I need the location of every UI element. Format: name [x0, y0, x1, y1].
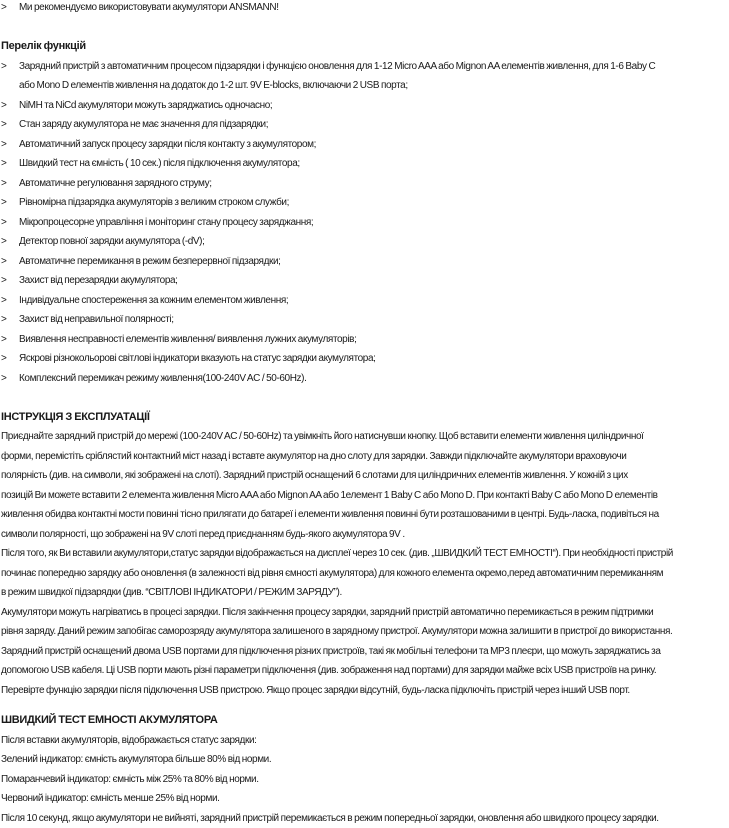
function-list-item: > Індивідуальне спостереження за кожним елементом живлення; [1, 291, 728, 311]
paragraph-line: починає попередню зарядку або оновлення (в залежності від рівня ємності акумулятора) для кожного елемента окремо,перед автоматичним перемиканням [1, 564, 728, 584]
function-list-item: > Захист від неправильної полярності; [1, 310, 728, 330]
quick-test-body [1, 731, 728, 828]
paragraph-line: Приєднайте зарядний пристрій до мережі (100-240V AC / 50-60Hz) та увімкніть його натиснувши кнопку. Щоб вставити елементи живлення циліндричної [1, 427, 728, 447]
instructions-body [1, 427, 728, 700]
paragraph-line: Акумулятори можуть нагріватись в процесі зарядки. Після закінчення процесу зарядки, зарядний пристрій автоматично перемикається в режим підтримки [1, 603, 728, 623]
paragraph-line: Помаранчевий індикатор: ємність між 25% та 80% від норми. [1, 770, 728, 790]
function-list-item: > Швидкий тест на ємність ( 10 сек.) після підключення акумулятора; [1, 154, 728, 174]
function-list-item: або Mono D елементів живлення на додаток до 1-2 шт. 9V E-blocks, включаючи 2 USB порта; [1, 76, 728, 96]
function-list-item: > Зарядний пристрій з автоматичним процесом підзарядки і функцією оновлення для 1-12 Micro AAA або Mignon AA елементів живлення, для 1-6 Baby C [1, 57, 728, 77]
function-list-item: > Детектор повної зарядки акумулятора (-dV); [1, 232, 728, 252]
paragraph-line: живлення обидва контактні мости повинні тісно прилягати до батареї і елементи живлення повинні бути розташованими в центрі. Будь-ласка, подивіться на [1, 505, 728, 525]
paragraph-line: Зарядний пристрій оснащений двома USB портами для підключення різних пристроїв, такі як мобільні телефони та MP3 плеєри, що можуть заряджатись за [1, 642, 728, 662]
paragraph-line: Після вставки акумуляторів, відображається статус зарядки: [1, 731, 728, 751]
function-list-item: > Мікропроцесорне управління і моніторинг стану процесу заряджання; [1, 213, 728, 233]
paragraph-line: форми, перемістіть сріблястий контактний міст назад і вставте акумулятор на дно слоту для зарядки. Завжди підключайте акумулятори враховуючи [1, 447, 728, 467]
intro-line: > Ми рекомендуємо використовувати акумулятори ANSMANN! [1, 0, 728, 18]
paragraph-line: позицій Ви можете вставити 2 елемента живлення Micro AAA або Mignon AA або 1елемент 1 Baby C або Mono D. При контакті Baby C або Mono D елементів [1, 486, 728, 506]
paragraph-line: Перевірте функцію зарядки після підключення USB пристрою. Якщо процес зарядки відсутній, будь-ласка підключіть пристрій через інший USB порт. [1, 681, 728, 701]
paragraph-line: в режим швидкої підзарядки (див. “СВІТЛОВІ ІНДИКАТОРИ / РЕЖИМ ЗАРЯДУ”). [1, 583, 728, 603]
paragraph-line: Після того, як Ви вставили акумулятори,статус зарядки відображається на дисплеї через 10 сек. (див. „ШВИДКИЙ ТЕСТ ЕМНОСТІ“). При необхідності пристрій [1, 544, 728, 564]
function-list-item: > Автоматичне перемикання в режим безперервної підзарядки; [1, 252, 728, 272]
function-list-item: > Комплексний перемикач режиму живлення(100-240V AC / 50-60Hz). [1, 369, 728, 389]
document [1, 0, 728, 828]
paragraph-line: рівня заряду. Даний режим запобігає саморозряду акумулятора залишеного в зарядному пристрої. Акумулятори можна залишити в пристрої до використання. [1, 622, 728, 642]
paragraph-line: Зелений індикатор: ємність акумулятора більше 80% від норми. [1, 750, 728, 770]
quick-test-heading: ШВИДКИЙ ТЕСТ ЕМНОСТІ АКУМУЛЯТОРА [1, 711, 728, 731]
function-list-item: > Автоматичний запуск процесу зарядки після контакту з акумулятором; [1, 135, 728, 155]
function-list-item: > Виявлення несправності елементів живлення/ виявлення лужних акумуляторів; [1, 330, 728, 350]
function-list-item: > NiMH та NiCd акумулятори можуть заряджатись одночасно; [1, 96, 728, 116]
paragraph-line: Червоний індикатор: ємність менше 25% від норми. [1, 789, 728, 809]
paragraph-line: символи полярності, що зображені на 9V слоті перед приєднанням будь-якого акумулятора 9V . [1, 525, 728, 545]
instructions-heading: ІНСТРУКЦІЯ З ЕКСПЛУАТАЦІЇ [1, 408, 728, 428]
function-list-item: > Захист від перезарядки акумулятора; [1, 271, 728, 291]
function-list-item: > Рівномірна підзарядка акумуляторів з великим строком служби; [1, 193, 728, 213]
paragraph-line: допомогою USB кабеля. Ці USB порти мають різні параметри підключення (див. зображення над портами) для зарядки майже всіх USB пристроїв на ринку. [1, 661, 728, 681]
function-list-item: > Стан заряду акумулятора не має значення для підзарядки; [1, 115, 728, 135]
function-list-item: > Яскрові різнокольорові світлові індикатори вказують на статус зарядки акумулятора; [1, 349, 728, 369]
paragraph-line: Після 10 секунд, якщо акумулятори не вийняті, зарядний пристрій перемикається в режим попередньої зарядки, оновлення або швидкого процесу зарядки. [1, 809, 728, 828]
paragraph-line: полярність (див. на символи, які зображені на слоті). Зарядний пристрій оснащений 6 слотами для циліндричних елементів живлення. У кожній з цих [1, 466, 728, 486]
functions-heading: Перелік функцій [1, 37, 728, 57]
functions-list [1, 57, 728, 389]
function-list-item: > Автоматичне регулювання зарядного струму; [1, 174, 728, 194]
